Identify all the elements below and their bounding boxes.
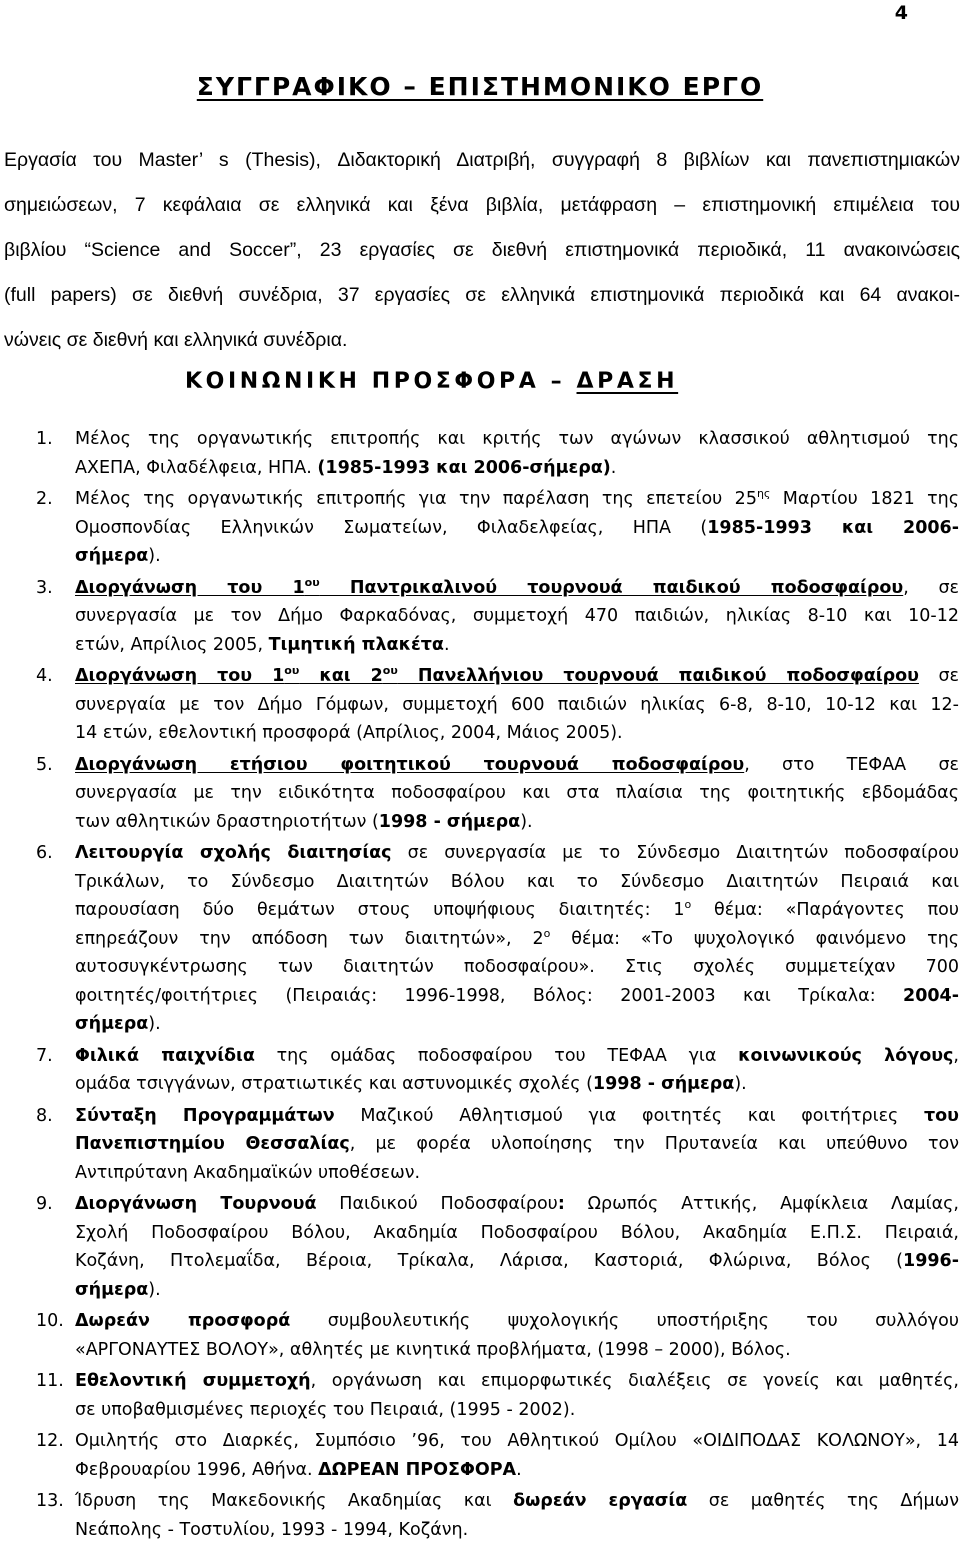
list-item-line: Διοργάνωση του $1^{o\upsilon}$ Παντρικαλινού τουρνουά παιδικού ποδοσφαίρου, σε [75, 574, 959, 603]
list-item-line: συνεργασία με τον Δήμο Φαρκαδόνας, συμμετοχή 470 παιδιών, ηλικίας 8-10 και 10-12 [75, 602, 959, 631]
list-item-line: Ομοσπονδίας Ελληνικών Σωματείων, Φιλαδελφείας, ΗΠΑ (1985-1993 και 2006- [75, 514, 959, 543]
list-item-number: 13. [36, 1487, 64, 1516]
list-item-number: 12. [36, 1427, 64, 1456]
list-item-line: Λειτουργία σχολής διαιτησίας σε συνεργασία με το Σύνδεσμο Διαιτητών ποδοσφαίρου [75, 839, 959, 868]
list-item-line: Κοζάνη, Πτολεμαΐδα, Βέροια, Τρίκαλα, Λάρισα, Καστοριά, Φλώρινα, Βόλος (1996- [75, 1247, 959, 1276]
list-item-line: επηρεάζουν την απόδοση των διαιτητών», $2^o$ θέμα: «Το ψυχολογικό φαινόμενο της [75, 925, 959, 954]
list-item-line: αυτοσυγκέντρωσης των διαιτητών ποδοσφαίρου». Στις σχολές συμμετείχαν 700 [75, 953, 959, 982]
section-heading-part-a: ΚΟΙΝΩΝΙΚΗ ΠΡΟΣΦΟΡΑ – [185, 369, 577, 394]
list-item-line: Ομιλητής στο Διαρκές, Συμπόσιο ’96, του Αθλητικού Ομίλου «ΟΙΔΙΠΟΔΑΣ ΚΟΛΩΝΟΥ», 14 [75, 1427, 959, 1456]
list-item-number: 6. [36, 839, 53, 868]
list-item-number: 2. [36, 485, 53, 514]
list-item-number: 8. [36, 1102, 53, 1131]
list-item-line: Διοργάνωση ετήσιου φοιτητικού τουρνουά ποδοσφαίρου, στο ΤΕΦΑΑ σε [75, 751, 959, 780]
list-item-line: σήμερα). [75, 542, 959, 571]
list-item-line: σε υποβαθμισμένες περιοχές του Πειραιά, (1995 - 2002). [75, 1396, 959, 1425]
list-item-line: Δωρεάν προσφορά συμβουλευτικής ψυχολογικής υποστήριξης του συλλόγου [75, 1307, 959, 1336]
list-item-line: σήμερα). [75, 1010, 959, 1039]
intro-line: νώνεις σε διεθνή και ελληνικά συνέδρια. [4, 318, 960, 363]
list-item-line: Φιλικά παιχνίδια της ομάδας ποδοσφαίρου του ΤΕΦΑΑ για κοινωνικούς λόγους, [75, 1042, 959, 1071]
list-item-number: 7. [36, 1042, 53, 1071]
list-item-line: Νεάπολης - Τοστυλίου, 1993 - 1994, Κοζάνη. [75, 1516, 959, 1544]
list-item-number: 3. [36, 574, 53, 603]
list-item-number: 5. [36, 751, 53, 780]
list-item-line: φοιτητές/φοιτήτριες (Πειραιάς: 1996-1998, Βόλος: 2001-2003 και Τρίκαλα: 2004- [75, 982, 959, 1011]
section-heading-part-b: ΔΡΑΣΗ [577, 369, 679, 394]
list-item-line: Διοργάνωση του $1^{o\upsilon}$ και $2^{o\upsilon}$ Πανελλήνιου τουρνουά παιδικού ποδοσφαίρου σε [75, 662, 959, 691]
list-item-line: 14 ετών, εθελοντική προσφορά (Απρίλιος, 2004, Μάιος 2005). [75, 719, 959, 748]
list-item-line: παρουσίαση δύο θεμάτων στους υποψήφιους διαιτητές: $1^o$ θέμα: «Παράγοντες που [75, 896, 959, 925]
list-item-line: των αθλητικών δραστηριοτήτων (1998 - σήμερα). [75, 808, 959, 837]
list-item-line: Σύνταξη Προγραμμάτων Μαζικού Αθλητισμού για φοιτητές και φοιτήτριες του [75, 1102, 959, 1131]
list-item-number: 1. [36, 425, 53, 454]
list-item-line: Μέλος της οργανωτικής επιτροπής για την παρέλαση της επετείου $25^{\eta\varsigma}$ Μαρτίου 1821 της [75, 485, 959, 514]
list-item-line: σήμερα). [75, 1276, 959, 1305]
list-item-line: ομάδα τσιγγάνων, στρατιωτικές και αστυνομικές σχολές (1998 - σήμερα). [75, 1070, 959, 1099]
list-item-line: Πανεπιστημίου Θεσσαλίας, με φορέα υλοποίησης την Πρυτανεία και υπεύθυνο τον [75, 1130, 959, 1159]
intro-line: Εργασία του Master’ s (Thesis), Διδακτορική Διατριβή, συγγραφή 8 βιβλίων και πανεπιστημιακών [4, 138, 960, 183]
list-item-line: Τρικάλων, το Σύνδεσμο Διαιτητών Βόλου και το Σύνδεσμο Διαιτητών Πειραιά και [75, 868, 959, 897]
list-item-line: συνεργασία με την ειδικότητα ποδοσφαίρου και στα πλαίσια της φοιτητικής εβδομάδας [75, 779, 959, 808]
page-number: 4 [895, 2, 908, 24]
section-heading [185, 369, 678, 394]
intro-line: βιβλίου “Science and Soccer”, 23 εργασίες σε διεθνή επιστημονικά περιοδικά, 11 ανακοινώσεις [4, 228, 960, 273]
list-item-number: 10. [36, 1307, 64, 1336]
list-item-number: 11. [36, 1367, 64, 1396]
list-item-number: 9. [36, 1190, 53, 1219]
list-item-line: «ΑΡΓΟΝΑΥΤΕΣ ΒΟΛΟΥ», αθλητές με κινητικά προβλήματα, (1998 – 2000), Βόλος. [75, 1336, 959, 1365]
list-item-number: 4. [36, 662, 53, 691]
list-item-line: Αντιπρύτανη Ακαδημαϊκών υποθέσεων. [75, 1159, 959, 1188]
page-title [0, 72, 960, 101]
list-item-line: Διοργάνωση Τουρνουά Παιδικού Ποδοσφαίρου: Ωρωπός Αττικής, Αμφίκλεια Λαμίας, [75, 1190, 959, 1219]
intro-paragraph [4, 138, 960, 363]
list-item-line: Μέλος της οργανωτικής επιτροπής και κριτής των αγώνων κλασσικού αθλητισμού της [75, 425, 959, 454]
list-item-line: Σχολή Ποδοσφαίρου Βόλου, Ακαδημία Ποδοσφαίρου Βόλου, Ακαδημία Ε.Π.Σ. Πειραιά, [75, 1219, 959, 1248]
list-item-line: ετών, Απρίλιος 2005, Τιμητική πλακέτα. [75, 631, 959, 660]
intro-line: σημειώσεων, 7 κεφάλαια σε ελληνικά και ξένα βιβλία, μετάφραση – επιστημονική επιμέλεια του [4, 183, 960, 228]
list-item-line: Εθελοντική συμμετοχή, οργάνωση και επιμορφωτικές διαλέξεις σε γονείς και μαθητές, [75, 1367, 959, 1396]
list-item-line: ΑΧΕΠΑ, Φιλαδέλφεια, ΗΠΑ. (1985-1993 και 2006-σήμερα). [75, 454, 959, 483]
list-item-line: Φεβρουαρίου 1996, Αθήνα. ΔΩΡΕΑΝ ΠΡΟΣΦΟΡΑ. [75, 1456, 959, 1485]
list-item-line: Ίδρυση της Μακεδονικής Ακαδημίας και δωρεάν εργασία σε μαθητές της Δήμων [75, 1487, 959, 1516]
page-title-text: ΣΥΓΓΡΑΦΙΚΟ – ΕΠΙΣΤΗΜΟΝΙΚΟ ΕΡΓΟ [197, 72, 763, 101]
list-item-line: συνεργαία με τον Δήμο Γόμφων, συμμετοχή 600 παιδιών ηλικίας 6-8, 8-10, 10-12 και 12- [75, 691, 959, 720]
intro-line: (full papers) σε διεθνή συνέδρια, 37 εργασίες σε ελληνικά επιστημονικά περιοδικά και 64 ανακοι- [4, 273, 960, 318]
